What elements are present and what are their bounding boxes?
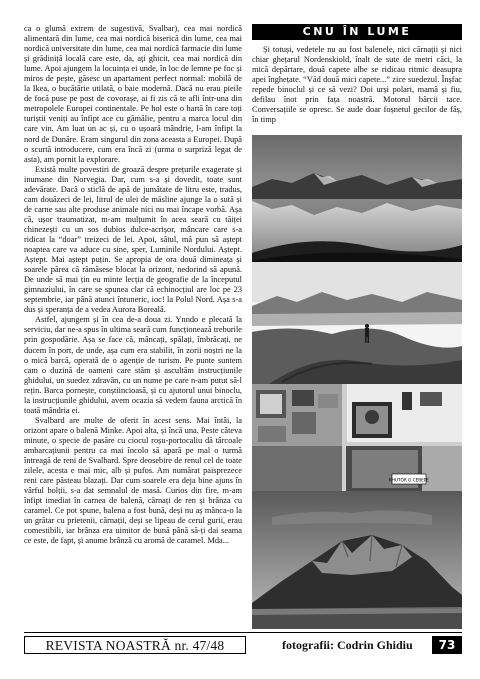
magazine-title: REVISTA NOASTRĂ nr. 47/48 xyxy=(24,636,246,654)
museum-sign-text: KHUTOR O CEBEPE xyxy=(389,477,429,483)
paragraph: Astfel, ajungem și în cea de-a doua zi. Ynndo e plecată la serviciu, dar ne-a spus în ultima seară cum funcționează treburile prin gospodărie. Așa se face că, mâncați, spălați, îmbrăcați, ne ducem în port, de unde, așa cum era stabilit, în zorii noștri ne la o mică barcă, operată de o agenție de turism. Pe punte suntem cam o duzină de oameni care stăm și ascultăm instrucțiunile ghidului, un suedez zdravăn, cu un nume pe care n-am putut să-l rețin. Barca pornește, conștiincioasă, și cu ajutorul unui binoclu, la instrucțiunile ghidului, avem ocazia să vedem fauna arctică în toată mândria ei. xyxy=(24,315,242,415)
footer-rule xyxy=(24,632,462,633)
paragraph: Svalbard are multe de oferit în acest sens. Mai întâi, la orizont apare o balenă Minke. Apoi alta, și încă una. Peste câteva minute, o specie de pasăre cu ciocul roșu-portocaliu dă târcoale ambarcațiunii pentru ca mai încolo să apară pe mal o turmă întreagă de reni de Svalbard. Spre deosebire de renul cel de toate zilele, acesta e mai mic, alb și pufos. Am numărat paisprezece reni care păsteau blazați. Dar cum soarele era deja bine ajuns în vârful bolții, s-a dat semnalul de masă. Curios din fire, m-am înfipt imediat în carnea de balenă, cărnați de ren și brânza cu caramel. Ce pot spune, balena a fost bună, deși nu aș mânca-o la un grătar cu prietenii, cărnații, deși se lipeau de cerul gurii, erau comestibili, iar brânza era uimitor de bună până să-ți dai seama ce este, de fapt, și anume brânză cu aromă de caramel. Mda... xyxy=(24,415,242,546)
page-number: 73 xyxy=(432,636,462,654)
paragraph: ca o glumă extrem de sugestivă, Svalbar), cea mai nordică alimentară din lume, cea mai nordică biserică din lume, cea mai nordică universitate din lume, cea mai nordică farmacie din lume și grădiniță locală care este, da, ați ghicit, cea mai nordică din lume. Apoi ajungem la locuința ei unde, în loc de lemne pe foc și miros de pește, găsesc un apartament perfect normal: mobilă de la Ikea, o bucătărie utilată, o baie modernă. Dacă nu erau pieile de focă puse pe post de covorașe, ai fi zis că te afli într-una din metropolele Europei continentale. Pe hol este o hartă în care toți turiștii veniți au înfipt ace cu gămălie, pentru a marca locul din care vin. Am luat un ac și, cu o ușoară mândrie, l-am înfipt la nord de Dunăre. Eram singurul din zona aceasta a Europei. După o scurtă introducere, cum era încă zi (urma o surpriză legat de asta), am pornit la explorare. xyxy=(24,24,242,164)
hiker-ridge-photo xyxy=(252,262,462,389)
paragraph: Există multe povestiri de groază despre prețurile exagerate și inumane din Norvegia. Dar, cum s-a și dovedit, toate sunt adevărate. Dacă o sticlă de apă de jumătate de litru este, tradus, cam douăzeci de lei, litrul de ulei de măsline ajunge la o sută și de carne sau alte produse animale nici nu mai încape vorbă. Așa că, ușor traumatizat, m-am mulțumit în acea seară cu tăiței chinezești cu un sos dubios dulce-acrișor, mâncare care s-a ridicat la “doar” treizeci de lei. Apoi, sătul, mă pun să aștept noaptea care va aduce cu sine, sper, Luminile Nordului. Aștept. Aștept. Mai aștept puțin. Se apropia de ora două dimineața și soarele părea că rămăsese blocat la orizont, nedorind să apună. De unde să mai țin eu minte lecția de geografie de la începutul gimnaziului, în care se spunea clar că echinocțiul are loc pe 23 septembrie, iar până atunci întuneric, ioc! la Polul Nord. Așa s-a dus și speranța de a vedea Aurora Boreală. xyxy=(24,164,242,315)
section-title: CNU ÎN LUME xyxy=(252,24,462,40)
left-text-column xyxy=(24,24,242,629)
photo-credit: fotografii: Codrin Ghidiu xyxy=(282,638,413,652)
fjord-reflection-photo xyxy=(252,135,462,275)
intro-paragraph: Și totuși, vedetele nu au fost balenele, nici cărnații și nici chiar ghețarul Nordenskiold, înalt de sute de metri căci, la mică depărtare, două capete albe se ridicau ritmic deasupra apei înghețate. “Văd două mici capete...” zice suedezul. Înșfac repede binoclul și ce să vezi? Doi urși polari, mamă și fiu, defilau înot prin fața noastră. Motorul bărcii tace. Conversațiile se opresc. Se aude doar foșnetul gecilor de fâș, în timp xyxy=(252,45,462,125)
right-column xyxy=(252,24,462,629)
museum-display-photo xyxy=(252,384,462,494)
mountain-coast-photo xyxy=(252,491,462,629)
